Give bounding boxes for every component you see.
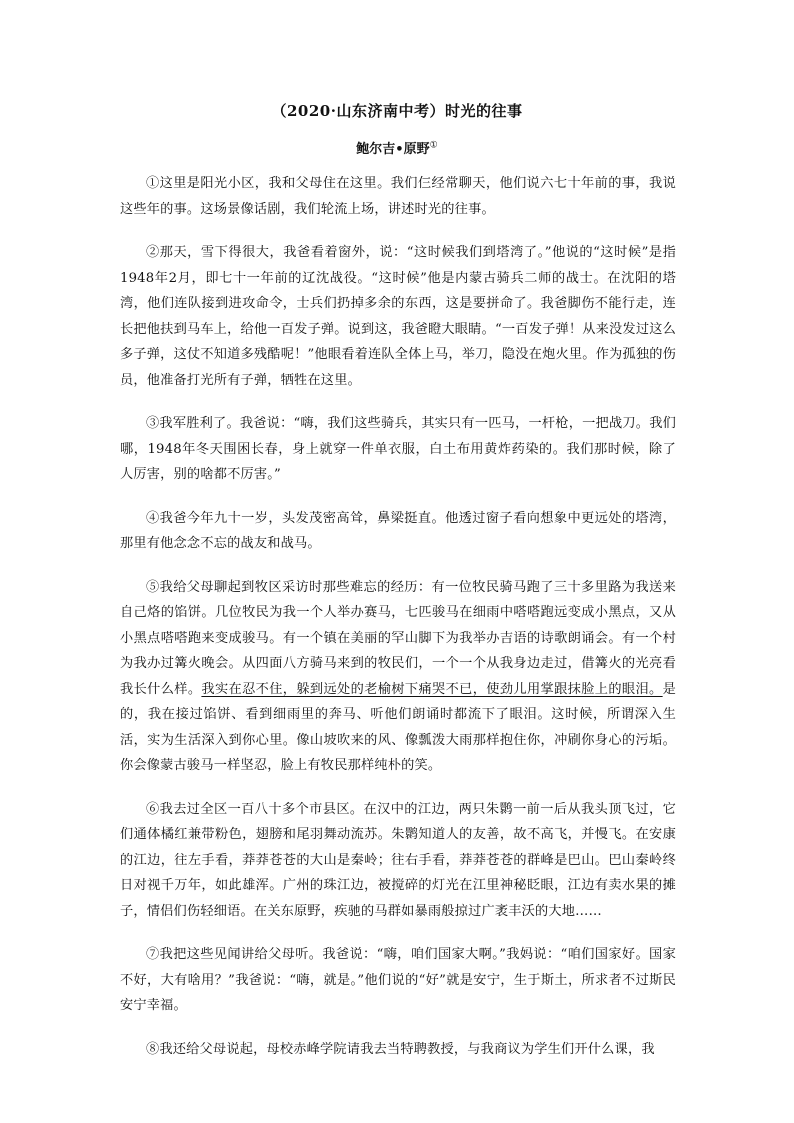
author-footnote-mark: ① (429, 140, 438, 151)
paragraph-5-part-1: ⑤我给父母聊起到牧区采访时那些难忘的经历：有一位牧民骑马跑了三十多里路为我送来自己烙的馅饼。几位牧民为我一个人举办赛马，七匹骏马在细雨中嗒嗒跑远变成小黑点，又从小黑点嗒嗒跑来变成骏马。有一个镇在美丽的罕山脚下为我举办吉语的诗歌朗诵会。有一个村为我办过篝火晚会。从四面八方骑马来到的牧民们，一个一个从我身边走过，借篝火的光亮看我长什么样。 (120, 579, 676, 697)
article-body (120, 171, 676, 1080)
paragraph-4: ④我爸今年九十一岁，头发茂密高耸，鼻梁挺直。他透过窗子看向想象中更远处的塔湾，那里有他念念不忘的战友和战马。 (120, 510, 676, 551)
paragraph-8: ⑧我还给父母说起，母校赤峰学院请我去当特聘教授，与我商议为学生们开什么课，我 (146, 1041, 655, 1057)
paragraph-5 (120, 575, 676, 779)
article-title: （2020·山东济南中考）时光的往事 (271, 102, 523, 120)
paragraph-2: ②那天，雪下得很大，我爸看着窗外，说：“这时候我们到塔湾了。”他说的“这时候”是指1948年2月，即七十一年前的辽沈战役。“这时候”他是内蒙古骑兵二师的战士。在沈阳的塔湾，他们连队接到进攻命令，士兵们扔掉多余的东西，这是要拼命了。我爸脚伤不能行走，连长把他扶到马车上，给他一百发子弹。说到这，我爸瞪大眼睛。“一百发子弹！从来没发过这么多子弹，这仗不知道多残酷呢！”他眼看着连队全体上马，举刀，隐没在炮火里。作为孤独的伤员，他准备打光所有子弹，牺牲在这里。 (120, 245, 676, 388)
article-author (0, 138, 794, 157)
underlined-sentence: 我实在忍不住，躲到远处的老榆树下痛哭不已，使劲儿用掌跟抹脸上的眼泪。 (201, 681, 663, 697)
author-name: 鲍尔吉•原野 (356, 142, 430, 157)
paragraph-6: ⑥我去过全区一百八十多个市县区。在汉中的江边，两只朱鹮一前一后从我头顶飞过，它们通体橘红兼带粉色，翅膀和尾羽舞动流苏。朱鹮知道人的友善，故不高飞，并慢飞。在安康的江边，往左手看，莽莽苍苍的大山是秦岭；往右手看，莽莽苍苍的群峰是巴山。巴山秦岭终日对视千万年，如此雄浑。广州的珠江边，被搅碎的灯光在江里神秘眨眼，江边有卖水果的摊子，情侣们伤轻细语。在关东原野，疾驰的马群如暴雨般掠过广袤丰沃的大地…… (120, 801, 676, 919)
paragraph-3: ③我军胜利了。我爸说：“嗨，我们这些骑兵，其实只有一匹马，一杆枪，一把战刀。我们哪，1948年冬天围困长春，身上就穿一件单衣服，白土布用黄炸药染的。我们那时候，除了人厉害，别的啥都不厉害。” (120, 416, 676, 482)
paragraph-5-part-2: 是的，我在接过馅饼、看到细雨里的奔马、听他们朗诵时都流下了眼泪。这时候，所谓深入生活，实为生活深入到你心里。像山坡吹来的风、像瓢泼大雨那样抱住你，冲刷你身心的污垢。你会像蒙古骏马一样坚忍，脸上有牧民那样纯朴的笑。 (120, 681, 677, 773)
paragraph-7: ⑦我把这些见闻讲给父母听。我爸说：“嗨，咱们国家大啊。”我妈说：“咱们国家好。国家不好，大有啥用？”我爸说：“嗨，就是。”他们说的“好”就是安宁，生于斯土，所求者不过斯民安宁幸福。 (120, 947, 676, 1013)
paragraph-1: ①这里是阳光小区，我和父母住在这里。我们仨经常聊天，他们说六七十年前的事，我说这些年的事。这场景像话剧，我们轮流上场，讲述时光的往事。 (120, 176, 676, 217)
